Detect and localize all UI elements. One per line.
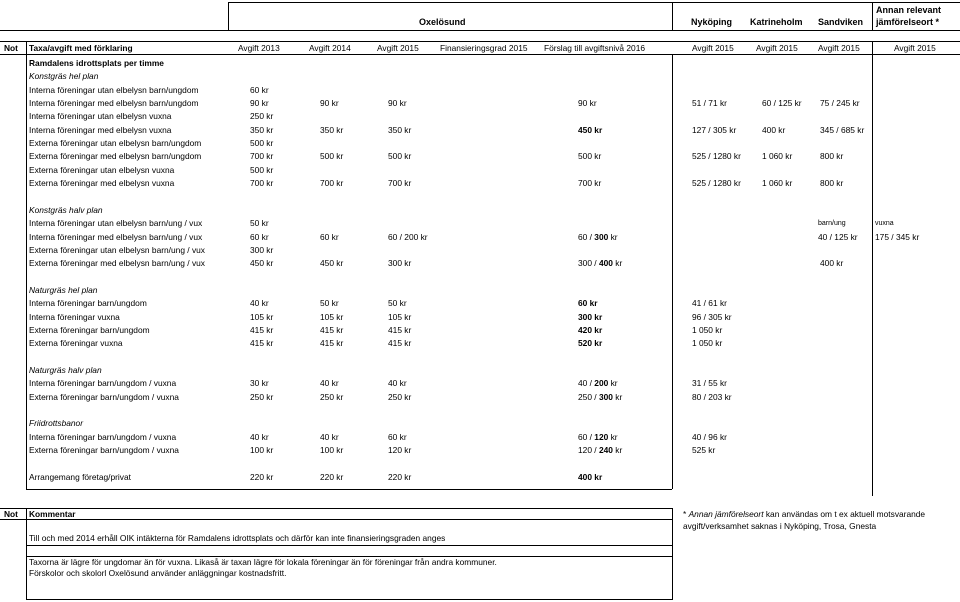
cell-nyk: 1 050 kr: [692, 325, 723, 335]
cell-forslag-2016: 60 kr: [578, 298, 598, 309]
col-nykoping-2015: Avgift 2015: [692, 43, 734, 53]
cell-a13: 30 kr: [250, 378, 269, 389]
cell-a15: 415 kr: [388, 338, 412, 349]
side-note-star: *: [683, 509, 689, 519]
section-heading: Friidrottsbanor: [29, 418, 83, 429]
row-label: Interna föreningar med elbelysn barn/ungdom: [29, 98, 199, 109]
cell-a13: 60 kr: [250, 231, 269, 242]
side-note-rest: kan användas om t ex aktuell motsvarande: [763, 509, 926, 519]
cell-san: 800 kr: [820, 178, 844, 189]
row-label: Interna föreningar barn/ungdom / vuxna: [29, 431, 177, 442]
cell-a15: 500 kr: [388, 151, 412, 162]
side-note-italic: Annan jämförelseort: [688, 509, 764, 519]
cell-a13: 220 kr: [250, 471, 274, 482]
cell-a14: 100 kr: [320, 445, 344, 456]
forslag-part: 60 /: [578, 431, 595, 442]
cell-a15: 60 / 200 kr: [388, 231, 428, 242]
cell-a13: 40 kr: [250, 431, 269, 442]
col-not: Not: [4, 43, 18, 53]
forslag-new-value: 400: [598, 258, 613, 269]
row-label: Interna föreningar med elbelysn barn/ung / vux: [29, 231, 203, 242]
notes-line-1: Till och med 2014 erhåll OIK intäkterna för Ramdalens idrottsplats och därför kan inte finansieringsgraden anges: [29, 533, 446, 543]
forslag-part: 120 /: [578, 445, 599, 456]
cell-a14: 415 kr: [320, 325, 344, 335]
row-label: Externa föreningar med elbelysn vuxna: [29, 178, 175, 189]
cell-a14: 250 kr: [320, 391, 344, 402]
cell-a14: 60 kr: [320, 231, 339, 242]
row-label: Externa föreningar utan elbelysn vuxna: [29, 164, 175, 175]
cell-a13: 415 kr: [250, 338, 274, 349]
row-label: Interna föreningar med elbelysn vuxna: [29, 124, 172, 135]
row-label: Interna föreningar barn/ungdom / vuxna: [29, 378, 177, 389]
col-annan-2015: Avgift 2015: [894, 43, 936, 53]
header-nykoping: Nyköping: [691, 17, 733, 27]
forslag-new-value: 120: [594, 431, 609, 442]
cell-forslag-2016: 300 kr: [578, 311, 603, 322]
cell-a15: 90 kr: [388, 98, 407, 109]
cell-a15: 415 kr: [388, 325, 412, 335]
cell-forslag-2016: [578, 378, 618, 389]
cell-forslag-2016: 700 kr: [578, 178, 602, 189]
forslag-unit: kr: [612, 445, 623, 456]
cell-a13: 105 kr: [250, 311, 274, 322]
row-label: Interna föreningar utan elbelysn barn/ungdom: [29, 84, 199, 95]
col-forslag: Förslag till avgiftsnivå 2016: [544, 43, 646, 53]
cell-nyk: 51 / 71 kr: [692, 98, 727, 109]
cell-a15: 350 kr: [388, 124, 412, 135]
cell-a13: 500 kr: [250, 138, 274, 149]
col-finansieringsgrad: Finansieringsgrad 2015: [440, 43, 528, 53]
cell-a14: 500 kr: [320, 151, 344, 162]
row-label: Externa föreningar utan elbelysn barn/ung / vux: [29, 244, 205, 255]
row-label: Externa föreningar barn/ungdom / vuxna: [29, 391, 179, 402]
forslag-unit: kr: [612, 391, 623, 402]
forslag-part: 300 /: [578, 258, 599, 269]
cell-a13: 100 kr: [250, 445, 274, 456]
forslag-new-value: 300: [598, 391, 613, 402]
section-heading: Konstgräs halv plan: [29, 204, 103, 215]
cell-a13: 60 kr: [250, 84, 269, 95]
notes-col-not: Not: [4, 509, 18, 519]
notes-line-2: Taxorna är lägre för ungdomar än för vuxna. Likaså är taxan lägre för lokala föreningar än för föreningar från andra kommuner.: [29, 557, 497, 567]
cell-a13: 350 kr: [250, 124, 274, 135]
cell-san: 75 / 245 kr: [820, 98, 860, 109]
cell-a13: 450 kr: [250, 258, 274, 269]
side-note-2: avgift/verksamhet saknas i Nyköping, Trosa, Gnesta: [683, 521, 877, 531]
notes-col-kommentar: Kommentar: [29, 509, 76, 519]
side-note-1: [683, 509, 925, 519]
header-annan-1: Annan relevant: [876, 5, 942, 15]
cell-a15: 700 kr: [388, 178, 412, 189]
forslag-new-value: 200: [594, 378, 609, 389]
cell-a14: 415 kr: [320, 338, 344, 349]
col-katrineholm-2015: Avgift 2015: [756, 43, 798, 53]
forslag-part: 40 /: [578, 378, 595, 389]
cell-a15: 220 kr: [388, 471, 412, 482]
cell-forslag-2016: [578, 432, 618, 443]
cell-nyk: 525 / 1280 kr: [692, 151, 741, 162]
row-label: Externa föreningar vuxna: [29, 338, 123, 349]
row-label: Interna föreningar vuxna: [29, 311, 120, 322]
row-label: Externa föreningar barn/ungdom / vuxna: [29, 445, 179, 456]
forslag-new-value: 300: [594, 231, 609, 242]
row-label: Externa föreningar med elbelysn barn/ungdom: [29, 151, 202, 162]
forslag-part: 60 /: [578, 231, 595, 242]
row-label: Arrangemang företag/privat: [29, 471, 131, 482]
cell-a13: 300 kr: [250, 244, 274, 255]
row-label: Externa föreningar utan elbelysn barn/ungdom: [29, 138, 202, 149]
cell-kat: 1 060 kr: [762, 178, 793, 189]
cell-forslag-2016: 520 kr: [578, 338, 603, 349]
forslag-unit: kr: [608, 378, 618, 389]
cell-nyk: 127 / 305 kr: [692, 124, 737, 135]
cell-a15: 120 kr: [388, 445, 412, 456]
cell-nyk: 80 / 203 kr: [692, 391, 732, 402]
cell-forslag-2016: 90 kr: [578, 98, 597, 109]
cell-annan: 175 / 345 kr: [875, 231, 920, 242]
cell-a13: 700 kr: [250, 151, 274, 162]
cell-san: 40 / 125 kr: [818, 231, 858, 242]
col-avgift-2015: Avgift 2015: [377, 43, 419, 53]
cell-a13: 500 kr: [250, 164, 274, 175]
cell-kat: 1 060 kr: [762, 151, 793, 162]
cell-a13: 700 kr: [250, 178, 274, 189]
header-oxelosund: Oxelösund: [419, 17, 466, 27]
cell-a13: 250 kr: [250, 111, 274, 122]
cell-forslag-2016: [578, 232, 618, 243]
col-taxa: Taxa/avgift med förklaring: [29, 43, 133, 53]
cell-a15: 250 kr: [388, 391, 412, 402]
cell-a13: 250 kr: [250, 391, 274, 402]
cell-san: 800 kr: [820, 151, 844, 162]
cell-a14: 700 kr: [320, 178, 344, 189]
section-heading: Konstgräs hel plan: [29, 71, 99, 82]
cell-nyk: 525 / 1280 kr: [692, 178, 741, 189]
section-heading: Naturgräs halv plan: [29, 365, 102, 376]
cell-a15: 60 kr: [388, 431, 407, 442]
cell-kat: 400 kr: [762, 124, 786, 135]
cell-a14: 220 kr: [320, 471, 344, 482]
cell-a14: 50 kr: [320, 298, 339, 309]
cell-a13: 90 kr: [250, 98, 269, 109]
cell-a15: 105 kr: [388, 311, 412, 322]
col-avgift-2013: Avgift 2013: [238, 43, 280, 53]
forslag-unit: kr: [612, 258, 623, 269]
cell-nyk: 1 050 kr: [692, 338, 723, 349]
cell-forslag-2016: [578, 445, 622, 456]
notes-line-3: Förskolor och skolorl Oxelösund använder anläggningar kostnadsfritt.: [29, 568, 287, 578]
cell-forslag-2016: [578, 392, 622, 403]
row-label: Interna föreningar utan elbelysn vuxna: [29, 111, 172, 122]
col-avgift-2014: Avgift 2014: [309, 43, 351, 53]
col-sandviken-2015: Avgift 2015: [818, 43, 860, 53]
header-katrineholm: Katrineholm: [750, 17, 803, 27]
forslag-unit: kr: [608, 431, 618, 442]
cell-a14: 105 kr: [320, 311, 344, 322]
cell-a13: 40 kr: [250, 298, 269, 309]
cell-annan: vuxna: [875, 220, 894, 228]
cell-san: 400 kr: [820, 258, 844, 269]
cell-a14: 40 kr: [320, 431, 339, 442]
cell-a14: 90 kr: [320, 98, 339, 109]
section-heading: Ramdalens idrottsplats per timme: [29, 58, 164, 68]
cell-nyk: 40 / 96 kr: [692, 431, 727, 442]
row-label: Externa föreningar med elbelysn barn/ung / vux: [29, 258, 205, 269]
cell-nyk: 31 / 55 kr: [692, 378, 727, 389]
cell-a15: 300 kr: [388, 258, 412, 269]
cell-forslag-2016: 400 kr: [578, 471, 603, 482]
section-heading: Naturgräs hel plan: [29, 284, 98, 295]
row-label: Interna föreningar barn/ungdom: [29, 298, 147, 309]
row-label: Externa föreningar barn/ungdom: [29, 325, 150, 335]
cell-nyk: 525 kr: [692, 445, 716, 456]
cell-a15: 40 kr: [388, 378, 407, 389]
cell-nyk: 41 / 61 kr: [692, 298, 727, 309]
cell-a14: 350 kr: [320, 124, 344, 135]
cell-forslag-2016: 420 kr: [578, 325, 603, 335]
cell-forslag-2016: 450 kr: [578, 124, 603, 135]
cell-a15: 50 kr: [388, 298, 407, 309]
cell-san: 345 / 685 kr: [820, 124, 865, 135]
forslag-part: 250 /: [578, 391, 599, 402]
cell-forslag-2016: 500 kr: [578, 151, 602, 162]
cell-a14: 40 kr: [320, 378, 339, 389]
forslag-new-value: 240: [598, 445, 613, 456]
cell-forslag-2016: [578, 258, 622, 269]
cell-nyk: 96 / 305 kr: [692, 311, 732, 322]
cell-kat: 60 / 125 kr: [762, 98, 802, 109]
cell-a13: 50 kr: [250, 218, 269, 229]
cell-a13: 415 kr: [250, 325, 274, 335]
cell-san: barn/ung: [818, 220, 846, 228]
header-sandviken: Sandviken: [818, 17, 864, 27]
header-annan-2: jämförelseort *: [876, 17, 940, 27]
cell-a14: 450 kr: [320, 258, 344, 269]
row-label: Interna föreningar utan elbelysn barn/ung / vux: [29, 218, 203, 229]
forslag-unit: kr: [608, 231, 618, 242]
